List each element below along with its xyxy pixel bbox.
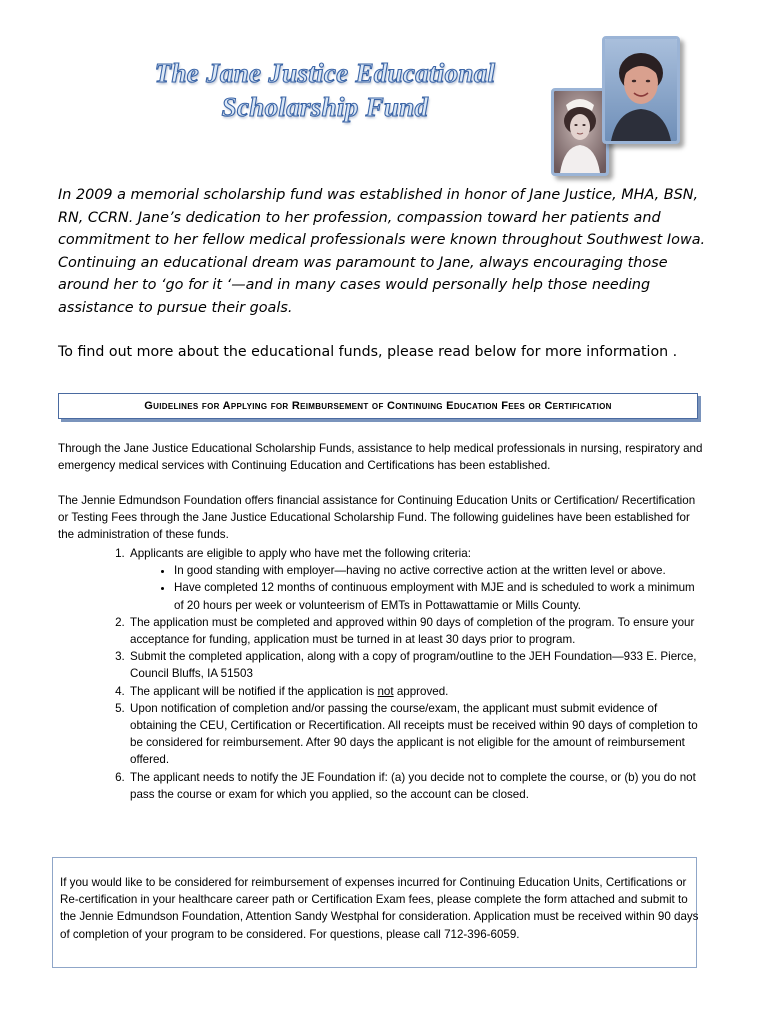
contact-paragraph: If you would like to be considered for reimbursement of expenses incurred for Continuing Education Units, Certifications or Re-certification in your healthcare career path or Certification Exam fees, please complete the form attached and submit to the Jennie Edmundson Foundation, Attention Sandy Westphal for consideration. Application must be received within 90 days of completion of your program to be considered. For questions, please call 712-396-6059.	[60, 876, 699, 941]
underlined-word: not	[377, 684, 394, 698]
list-item-text: Applicants are eligible to apply who have met the following criteria:	[130, 547, 471, 560]
guidelines-list	[58, 545, 698, 803]
guidelines-heading-box	[58, 393, 698, 419]
sub-list-item: • Have completed 12 months of continuous employment with MJE and is scheduled to work a minimum of 20 hours per week or volunteerism of EMTs in Pottawattamie or Mills County.	[174, 579, 698, 613]
intro-paragraph: In 2009 a memorial scholarship fund was established in honor of Jane Justice, MHA, BSN, RN, CCRN. Jane’s dedication to her profession, compassion toward her patients and commitment to her fellow medical professionals were known throughout Southwest Iowa. Continuing an educational dream was paramount to Jane, always encouraging those around her to ‘go for it ‘—and in many cases would personally help those needing assistance to pursue their goals.	[58, 187, 706, 316]
title-line-2: Scholarship Fund	[221, 92, 429, 122]
sub-list	[130, 562, 698, 614]
list-item	[128, 683, 698, 700]
vintage-portrait-photo	[551, 88, 609, 176]
title-line-1: The Jane Justice Educational	[154, 58, 496, 88]
list-item: 5. Upon notification of completion and/or passing the course/exam, the applicant must submit evidence of obtaining the CEU, Certification or Recertification. All receipts must be received within 90 days of completion to be considered for reimbursement. After 90 days the applicant is not eligible for the amount of reimbursement offered.	[128, 700, 698, 769]
recent-portrait-photo	[602, 36, 680, 144]
more-info-text: To find out more about the educational funds, please read below for more information .	[58, 344, 678, 360]
list-item-text: The applicant will be notified if the application is	[130, 684, 378, 698]
list-item: 2. The application must be completed and approved within 90 days of completion of the program. To ensure your acceptance for funding, application must be turned in at least 30 days prior to program.	[128, 614, 698, 648]
list-item: 3. Submit the completed application, along with a copy of program/outline to the JEH Foundation—933 E. Pierce, Council Bluffs, IA 51503	[128, 648, 698, 682]
funds-paragraph: Through the Jane Justice Educational Scholarship Funds, assistance to help medical professionals in nursing, respiratory and emergency medical services with Continuing Education and Certifications has been established.	[58, 442, 703, 473]
list-item: 6. The applicant needs to notify the JE Foundation if: (a) you decide not to complete the course, or (b) you do not pass the course or exam for which you applied, so the account can be closed.	[128, 769, 698, 803]
guidelines-heading: Guidelines for Applying for Reimbursement of Continuing Education Fees or Certification	[144, 400, 612, 412]
list-item-text: approved.	[393, 684, 449, 698]
document-title	[130, 56, 520, 124]
sub-list-item: • In good standing with employer—having no active corrective action at the written level or above.	[174, 562, 698, 579]
list-item	[128, 545, 698, 614]
foundation-paragraph: The Jennie Edmundson Foundation offers financial assistance for Continuing Education Units or Certification/ Recertification or Testing Fees through the Jane Justice Educational Scholarship Fund. The following guidelines have been established for the administration of these funds.	[58, 494, 696, 542]
